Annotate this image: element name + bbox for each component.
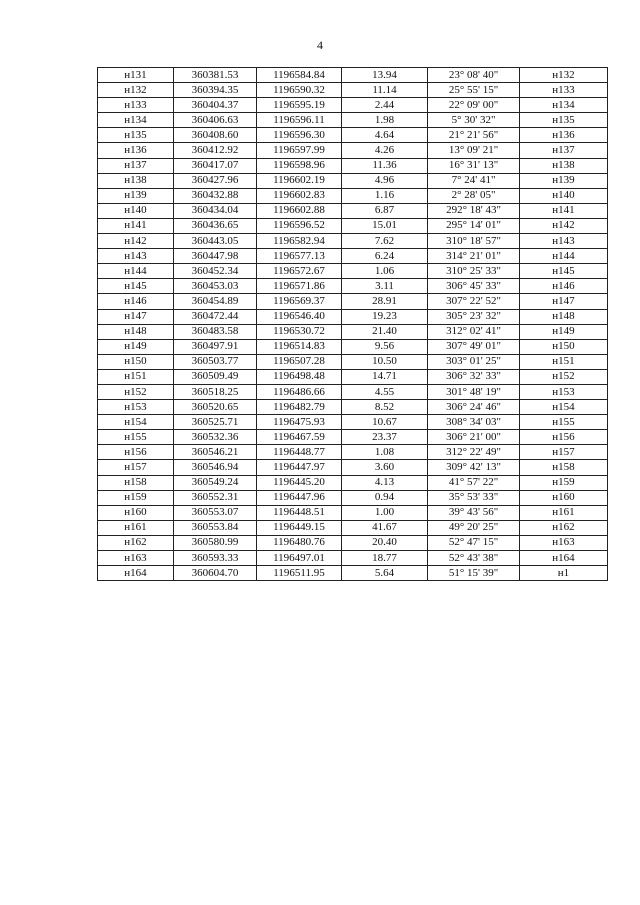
table-row: [98, 203, 608, 218]
coordinates-table-body: [98, 68, 608, 581]
table-row: [98, 68, 608, 83]
distance-cell: 11.36: [342, 158, 428, 173]
table-row: [98, 173, 608, 188]
distance-cell: 6.24: [342, 249, 428, 264]
point-to-cell: н136: [520, 128, 608, 143]
y-coordinate-cell: 1196448.77: [257, 445, 342, 460]
table-row: [98, 490, 608, 505]
point-to-cell: н163: [520, 535, 608, 550]
y-coordinate-cell: 1196596.52: [257, 218, 342, 233]
point-from-cell: н157: [98, 460, 174, 475]
point-to-cell: н139: [520, 173, 608, 188]
table-row: [98, 354, 608, 369]
point-to-cell: н146: [520, 279, 608, 294]
direction-angle-cell: 39° 43' 56": [428, 505, 520, 520]
direction-angle-cell: 51° 15' 39": [428, 566, 520, 581]
point-to-cell: н134: [520, 98, 608, 113]
table-row: [98, 505, 608, 520]
table-row: [98, 535, 608, 550]
y-coordinate-cell: 1196569.37: [257, 294, 342, 309]
x-coordinate-cell: 360553.07: [174, 505, 257, 520]
x-coordinate-cell: 360546.21: [174, 445, 257, 460]
point-to-cell: н135: [520, 113, 608, 128]
direction-angle-cell: 312° 02' 41": [428, 324, 520, 339]
direction-angle-cell: 306° 32' 33": [428, 369, 520, 384]
x-coordinate-cell: 360454.89: [174, 294, 257, 309]
x-coordinate-cell: 360553.84: [174, 520, 257, 535]
point-from-cell: н161: [98, 520, 174, 535]
table-row: [98, 324, 608, 339]
distance-cell: 1.16: [342, 188, 428, 203]
direction-angle-cell: 306° 24' 46": [428, 400, 520, 415]
x-coordinate-cell: 360394.35: [174, 83, 257, 98]
point-from-cell: н162: [98, 535, 174, 550]
point-to-cell: н142: [520, 218, 608, 233]
point-from-cell: н143: [98, 249, 174, 264]
direction-angle-cell: 13° 09' 21": [428, 143, 520, 158]
x-coordinate-cell: 360525.71: [174, 415, 257, 430]
direction-angle-cell: 41° 57' 22": [428, 475, 520, 490]
x-coordinate-cell: 360604.70: [174, 566, 257, 581]
distance-cell: 4.13: [342, 475, 428, 490]
x-coordinate-cell: 360452.34: [174, 264, 257, 279]
y-coordinate-cell: 1196602.88: [257, 203, 342, 218]
point-from-cell: н154: [98, 415, 174, 430]
y-coordinate-cell: 1196447.97: [257, 460, 342, 475]
y-coordinate-cell: 1196596.11: [257, 113, 342, 128]
x-coordinate-cell: 360404.37: [174, 98, 257, 113]
point-to-cell: н132: [520, 68, 608, 83]
x-coordinate-cell: 360549.24: [174, 475, 257, 490]
y-coordinate-cell: 1196514.83: [257, 339, 342, 354]
table-row: [98, 384, 608, 399]
distance-cell: 4.55: [342, 384, 428, 399]
distance-cell: 5.64: [342, 566, 428, 581]
direction-angle-cell: 5° 30' 32": [428, 113, 520, 128]
y-coordinate-cell: 1196497.01: [257, 551, 342, 566]
distance-cell: 1.00: [342, 505, 428, 520]
point-to-cell: н154: [520, 400, 608, 415]
point-from-cell: н139: [98, 188, 174, 203]
direction-angle-cell: 21° 21' 56": [428, 128, 520, 143]
distance-cell: 18.77: [342, 551, 428, 566]
point-to-cell: н158: [520, 460, 608, 475]
point-to-cell: н149: [520, 324, 608, 339]
direction-angle-cell: 23° 08' 40": [428, 68, 520, 83]
point-from-cell: н135: [98, 128, 174, 143]
direction-angle-cell: 22° 09' 00": [428, 98, 520, 113]
x-coordinate-cell: 360434.04: [174, 203, 257, 218]
point-from-cell: н160: [98, 505, 174, 520]
point-from-cell: н137: [98, 158, 174, 173]
x-coordinate-cell: 360406.63: [174, 113, 257, 128]
y-coordinate-cell: 1196571.86: [257, 279, 342, 294]
x-coordinate-cell: 360518.25: [174, 384, 257, 399]
direction-angle-cell: 16° 31' 13": [428, 158, 520, 173]
distance-cell: 1.08: [342, 445, 428, 460]
y-coordinate-cell: 1196596.30: [257, 128, 342, 143]
x-coordinate-cell: 360509.49: [174, 369, 257, 384]
distance-cell: 10.50: [342, 354, 428, 369]
x-coordinate-cell: 360436.65: [174, 218, 257, 233]
point-from-cell: н138: [98, 173, 174, 188]
distance-cell: 15.01: [342, 218, 428, 233]
distance-cell: 14.71: [342, 369, 428, 384]
distance-cell: 4.64: [342, 128, 428, 143]
point-to-cell: н133: [520, 83, 608, 98]
point-to-cell: н145: [520, 264, 608, 279]
point-to-cell: н143: [520, 234, 608, 249]
point-from-cell: н152: [98, 384, 174, 399]
direction-angle-cell: 309° 42' 13": [428, 460, 520, 475]
table-row: [98, 520, 608, 535]
y-coordinate-cell: 1196530.72: [257, 324, 342, 339]
table-row: [98, 415, 608, 430]
distance-cell: 0.94: [342, 490, 428, 505]
direction-angle-cell: 314° 21' 01": [428, 249, 520, 264]
table-row: [98, 566, 608, 581]
point-to-cell: н137: [520, 143, 608, 158]
direction-angle-cell: 52° 47' 15": [428, 535, 520, 550]
table-row: [98, 309, 608, 324]
table-row: [98, 369, 608, 384]
table-row: [98, 249, 608, 264]
table-row: [98, 445, 608, 460]
point-to-cell: н159: [520, 475, 608, 490]
distance-cell: 4.96: [342, 173, 428, 188]
y-coordinate-cell: 1196445.20: [257, 475, 342, 490]
point-from-cell: н134: [98, 113, 174, 128]
point-from-cell: н156: [98, 445, 174, 460]
y-coordinate-cell: 1196467.59: [257, 430, 342, 445]
x-coordinate-cell: 360497.91: [174, 339, 257, 354]
point-to-cell: н160: [520, 490, 608, 505]
x-coordinate-cell: 360546.94: [174, 460, 257, 475]
y-coordinate-cell: 1196598.96: [257, 158, 342, 173]
point-to-cell: н147: [520, 294, 608, 309]
direction-angle-cell: 301° 48' 19": [428, 384, 520, 399]
point-from-cell: н163: [98, 551, 174, 566]
y-coordinate-cell: 1196482.79: [257, 400, 342, 415]
table-row: [98, 188, 608, 203]
y-coordinate-cell: 1196590.32: [257, 83, 342, 98]
direction-angle-cell: 52° 43' 38": [428, 551, 520, 566]
point-from-cell: н131: [98, 68, 174, 83]
table-row: [98, 98, 608, 113]
y-coordinate-cell: 1196602.19: [257, 173, 342, 188]
coordinates-table: [97, 67, 608, 581]
y-coordinate-cell: 1196595.19: [257, 98, 342, 113]
x-coordinate-cell: 360532.36: [174, 430, 257, 445]
table-row: [98, 143, 608, 158]
point-from-cell: н164: [98, 566, 174, 581]
point-from-cell: н158: [98, 475, 174, 490]
point-from-cell: н142: [98, 234, 174, 249]
table-row: [98, 128, 608, 143]
direction-angle-cell: 310° 18' 57": [428, 234, 520, 249]
direction-angle-cell: 305° 23' 32": [428, 309, 520, 324]
x-coordinate-cell: 360381.53: [174, 68, 257, 83]
y-coordinate-cell: 1196475.93: [257, 415, 342, 430]
x-coordinate-cell: 360503.77: [174, 354, 257, 369]
distance-cell: 28.91: [342, 294, 428, 309]
x-coordinate-cell: 360453.03: [174, 279, 257, 294]
point-to-cell: н152: [520, 369, 608, 384]
y-coordinate-cell: 1196597.99: [257, 143, 342, 158]
distance-cell: 3.60: [342, 460, 428, 475]
distance-cell: 7.62: [342, 234, 428, 249]
y-coordinate-cell: 1196582.94: [257, 234, 342, 249]
distance-cell: 3.11: [342, 279, 428, 294]
point-from-cell: н145: [98, 279, 174, 294]
table-row: [98, 234, 608, 249]
point-to-cell: н138: [520, 158, 608, 173]
y-coordinate-cell: 1196584.84: [257, 68, 342, 83]
point-to-cell: н1: [520, 566, 608, 581]
table-row: [98, 551, 608, 566]
point-from-cell: н140: [98, 203, 174, 218]
distance-cell: 41.67: [342, 520, 428, 535]
distance-cell: 8.52: [342, 400, 428, 415]
point-to-cell: н161: [520, 505, 608, 520]
point-to-cell: н162: [520, 520, 608, 535]
direction-angle-cell: 295° 14' 01": [428, 218, 520, 233]
y-coordinate-cell: 1196498.48: [257, 369, 342, 384]
x-coordinate-cell: 360447.98: [174, 249, 257, 264]
direction-angle-cell: 35° 53' 33": [428, 490, 520, 505]
direction-angle-cell: 7° 24' 41": [428, 173, 520, 188]
table-row: [98, 339, 608, 354]
x-coordinate-cell: 360417.07: [174, 158, 257, 173]
table-row: [98, 430, 608, 445]
x-coordinate-cell: 360520.65: [174, 400, 257, 415]
page-number: 4: [317, 38, 323, 52]
y-coordinate-cell: 1196507.28: [257, 354, 342, 369]
distance-cell: 6.87: [342, 203, 428, 218]
y-coordinate-cell: 1196480.76: [257, 535, 342, 550]
point-from-cell: н149: [98, 339, 174, 354]
y-coordinate-cell: 1196486.66: [257, 384, 342, 399]
point-from-cell: н148: [98, 324, 174, 339]
x-coordinate-cell: 360580.99: [174, 535, 257, 550]
distance-cell: 10.67: [342, 415, 428, 430]
distance-cell: 4.26: [342, 143, 428, 158]
direction-angle-cell: 306° 21' 00": [428, 430, 520, 445]
y-coordinate-cell: 1196511.95: [257, 566, 342, 581]
direction-angle-cell: 303° 01' 25": [428, 354, 520, 369]
distance-cell: 11.14: [342, 83, 428, 98]
point-from-cell: н150: [98, 354, 174, 369]
x-coordinate-cell: 360593.33: [174, 551, 257, 566]
direction-angle-cell: 2° 28' 05": [428, 188, 520, 203]
point-to-cell: н156: [520, 430, 608, 445]
point-from-cell: н151: [98, 369, 174, 384]
x-coordinate-cell: 360427.96: [174, 173, 257, 188]
table-row: [98, 475, 608, 490]
table-row: [98, 264, 608, 279]
point-to-cell: н155: [520, 415, 608, 430]
point-from-cell: н155: [98, 430, 174, 445]
point-from-cell: н133: [98, 98, 174, 113]
y-coordinate-cell: 1196602.83: [257, 188, 342, 203]
point-to-cell: н148: [520, 309, 608, 324]
direction-angle-cell: 307° 22' 52": [428, 294, 520, 309]
y-coordinate-cell: 1196577.13: [257, 249, 342, 264]
distance-cell: 1.98: [342, 113, 428, 128]
point-to-cell: н153: [520, 384, 608, 399]
distance-cell: 19.23: [342, 309, 428, 324]
x-coordinate-cell: 360412.92: [174, 143, 257, 158]
point-to-cell: н150: [520, 339, 608, 354]
distance-cell: 21.40: [342, 324, 428, 339]
point-to-cell: н140: [520, 188, 608, 203]
distance-cell: 13.94: [342, 68, 428, 83]
point-to-cell: н141: [520, 203, 608, 218]
point-to-cell: н151: [520, 354, 608, 369]
y-coordinate-cell: 1196546.40: [257, 309, 342, 324]
direction-angle-cell: 308° 34' 03": [428, 415, 520, 430]
distance-cell: 23.37: [342, 430, 428, 445]
y-coordinate-cell: 1196447.96: [257, 490, 342, 505]
point-from-cell: н136: [98, 143, 174, 158]
point-from-cell: н146: [98, 294, 174, 309]
y-coordinate-cell: 1196572.67: [257, 264, 342, 279]
direction-angle-cell: 312° 22' 49": [428, 445, 520, 460]
y-coordinate-cell: 1196449.15: [257, 520, 342, 535]
direction-angle-cell: 25° 55' 15": [428, 83, 520, 98]
x-coordinate-cell: 360483.58: [174, 324, 257, 339]
table-row: [98, 294, 608, 309]
distance-cell: 20.40: [342, 535, 428, 550]
distance-cell: 1.06: [342, 264, 428, 279]
table-row: [98, 400, 608, 415]
x-coordinate-cell: 360443.05: [174, 234, 257, 249]
direction-angle-cell: 307° 49' 01": [428, 339, 520, 354]
point-from-cell: н159: [98, 490, 174, 505]
table-row: [98, 113, 608, 128]
table-row: [98, 83, 608, 98]
distance-cell: 9.56: [342, 339, 428, 354]
point-from-cell: н141: [98, 218, 174, 233]
x-coordinate-cell: 360432.88: [174, 188, 257, 203]
point-to-cell: н157: [520, 445, 608, 460]
table-row: [98, 460, 608, 475]
direction-angle-cell: 292° 18' 43": [428, 203, 520, 218]
distance-cell: 2.44: [342, 98, 428, 113]
point-to-cell: н164: [520, 551, 608, 566]
y-coordinate-cell: 1196448.51: [257, 505, 342, 520]
point-from-cell: н147: [98, 309, 174, 324]
x-coordinate-cell: 360472.44: [174, 309, 257, 324]
table-row: [98, 279, 608, 294]
direction-angle-cell: 310° 25' 33": [428, 264, 520, 279]
table-row: [98, 158, 608, 173]
point-from-cell: н153: [98, 400, 174, 415]
x-coordinate-cell: 360408.60: [174, 128, 257, 143]
x-coordinate-cell: 360552.31: [174, 490, 257, 505]
point-from-cell: н144: [98, 264, 174, 279]
direction-angle-cell: 306° 45' 33": [428, 279, 520, 294]
point-to-cell: н144: [520, 249, 608, 264]
point-from-cell: н132: [98, 83, 174, 98]
table-row: [98, 218, 608, 233]
direction-angle-cell: 49° 20' 25": [428, 520, 520, 535]
